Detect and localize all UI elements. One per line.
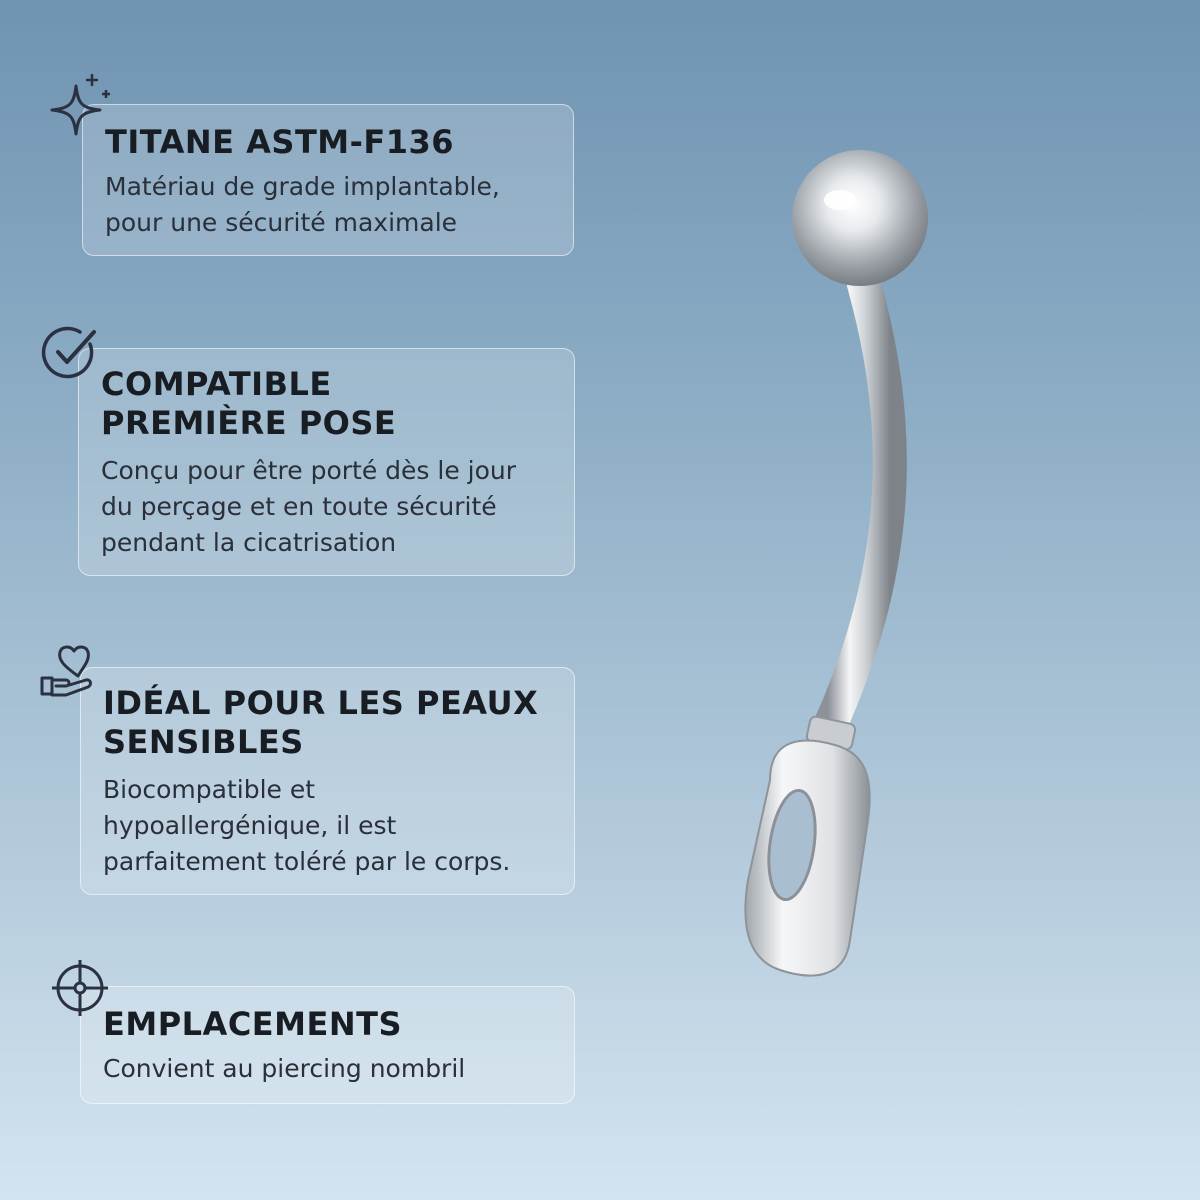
feature-title: TITANE ASTM-F136 [105,123,455,161]
check-circle-icon [40,322,100,382]
feature-card-titanium [82,104,574,256]
feature-card-first-piercing [78,348,575,576]
feature-description: Conçu pour être porté dès le jour du perçage et en toute sécurité pendant la cicatrisation [101,456,517,557]
target-icon [50,958,110,1018]
feature-card-sensitive-skin [80,667,575,895]
feature-description: Convient au piercing nombril [103,1054,466,1083]
hand-heart-icon [38,642,108,698]
feature-title: EMPLACEMENTS [103,1005,403,1043]
sparkle-icon [40,70,120,140]
feature-description: Matériau de grade implantable, pour une sécurité maximale [105,172,500,237]
feature-description: Biocompatible et hypoallergénique, il est parfaitement toléré par le corps. [103,775,511,876]
feature-title: COMPATIBLE PREMIÈRE POSE [101,365,397,442]
feature-title: IDÉAL POUR LES PEAUX SENSIBLES [103,684,539,761]
product-image [700,140,1000,1000]
feature-card-placement [80,986,575,1104]
